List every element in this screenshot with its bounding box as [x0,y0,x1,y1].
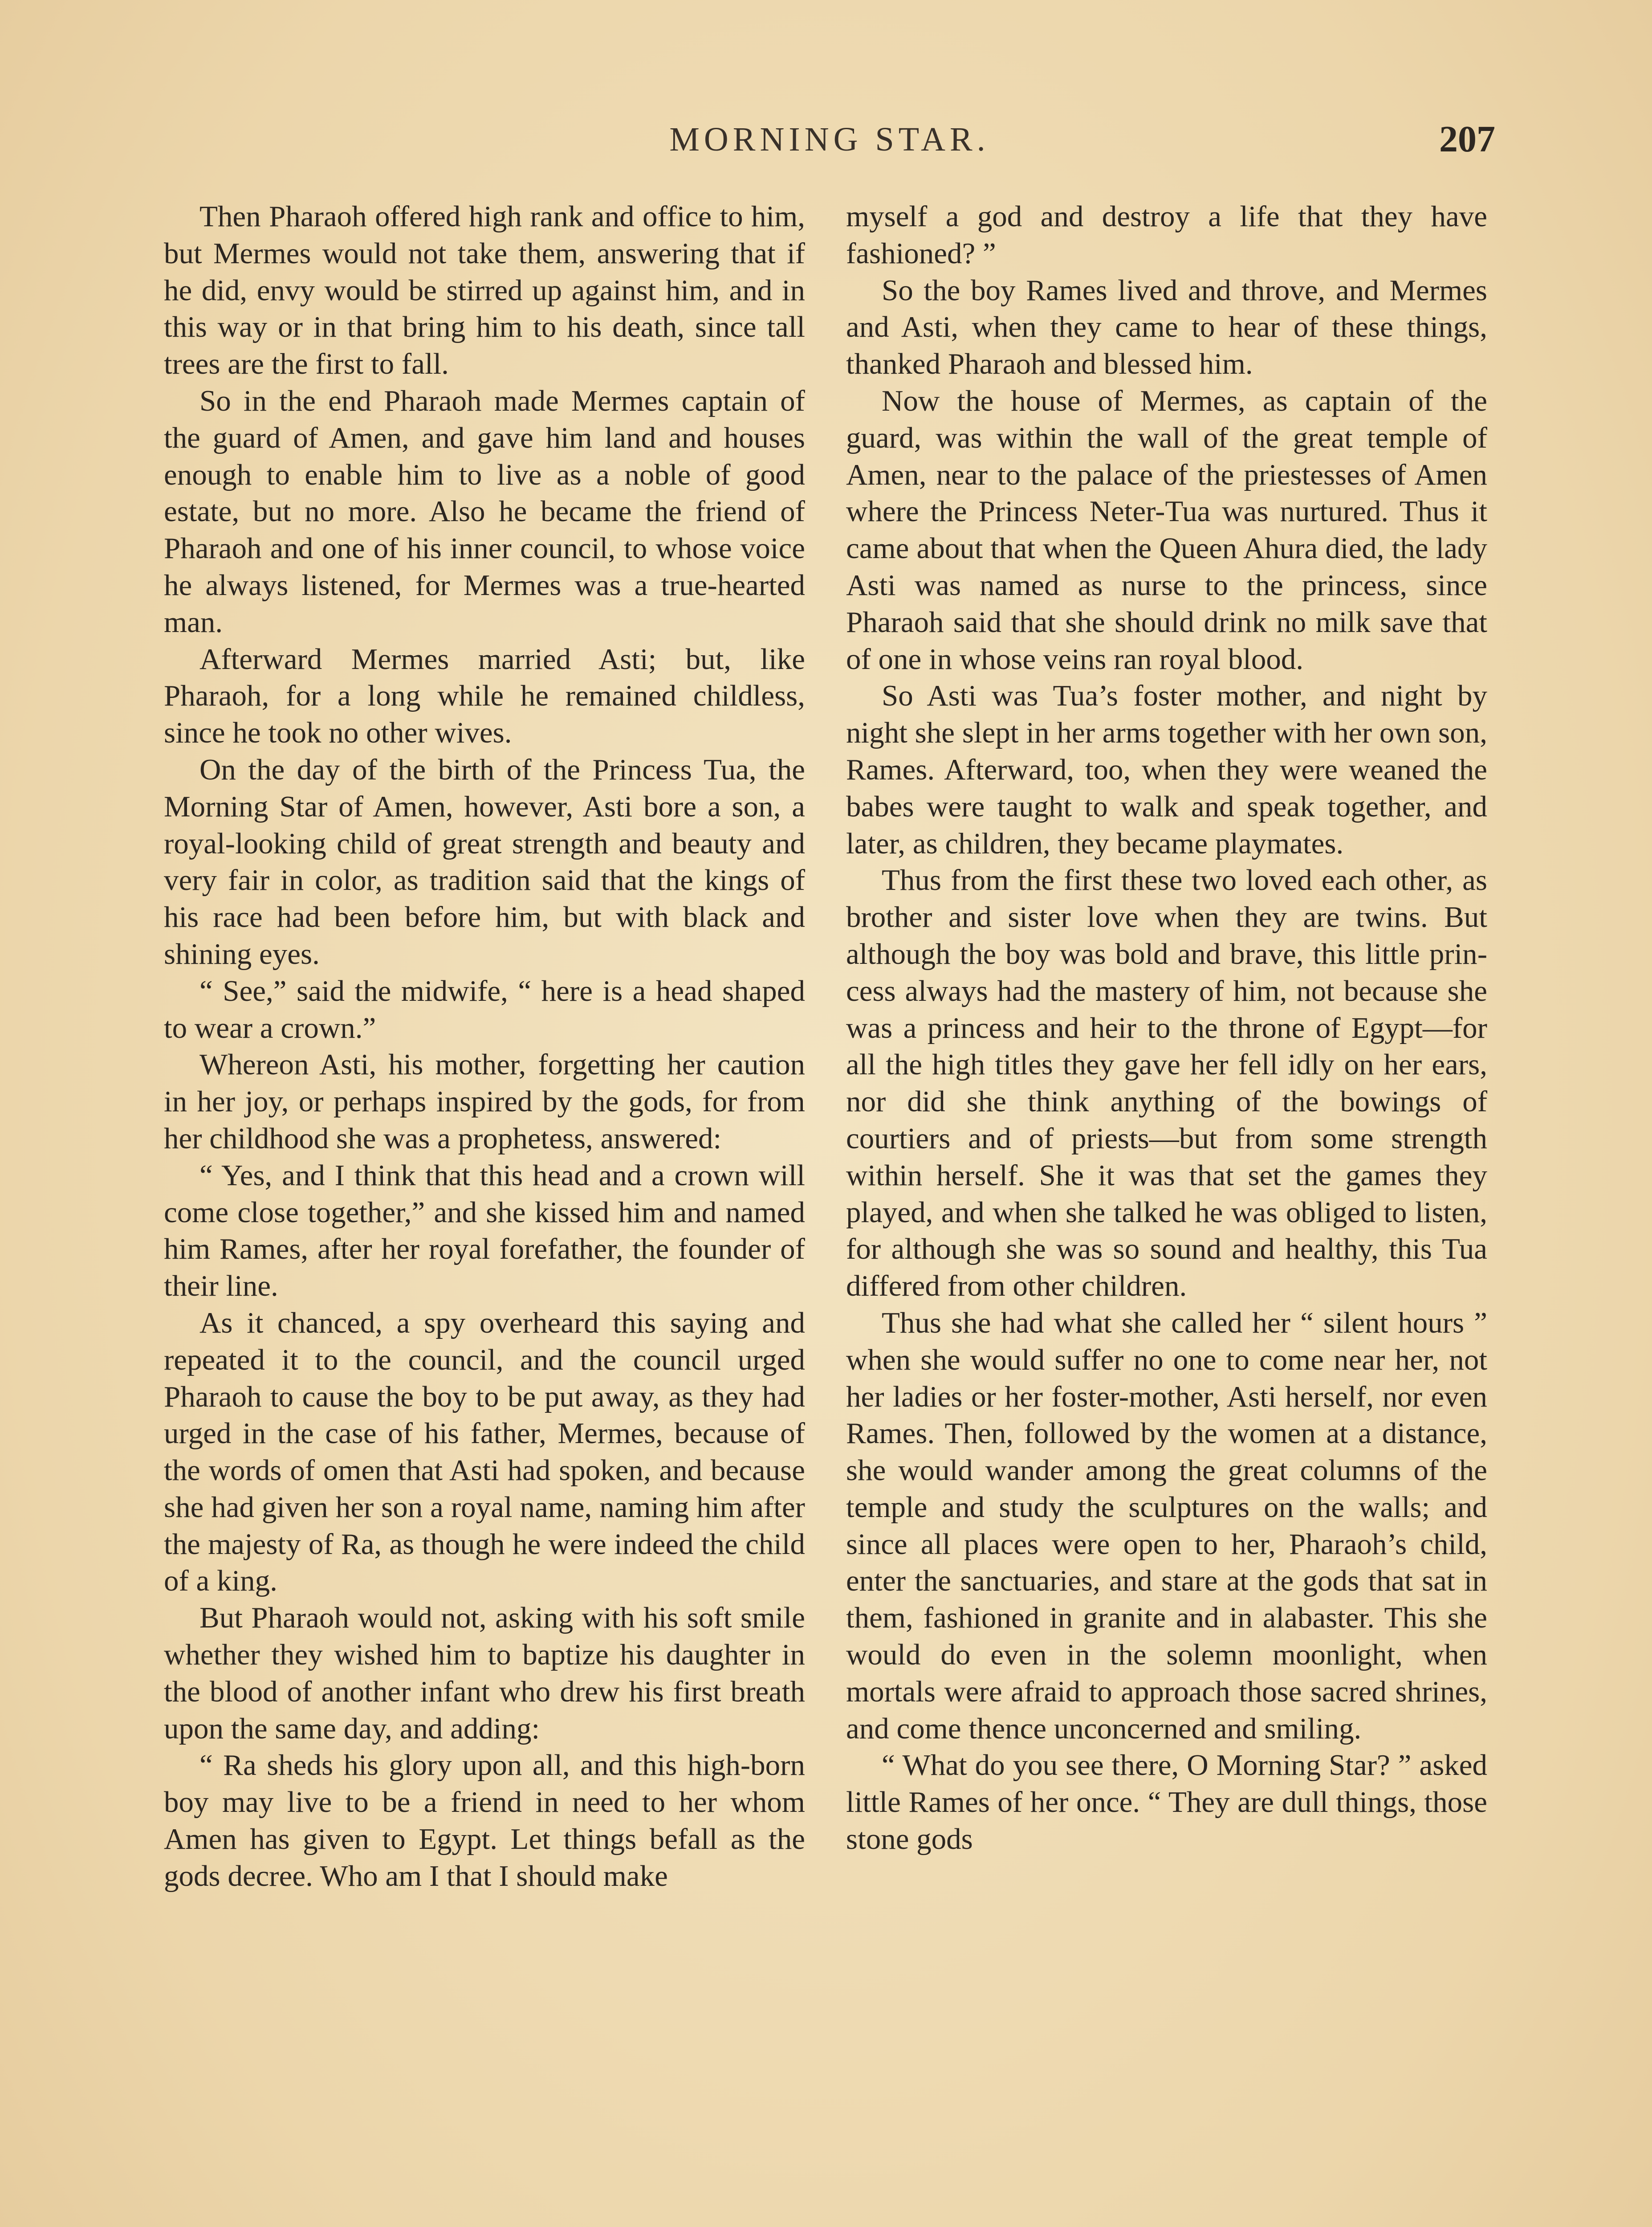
paragraph: “ Ra sheds his glory upon all, and this high-born boy may live to be a friend in need to her whom Amen has given to Egypt. Let things befall as the gods decree. Who am I that I should make [164,1749,805,1893]
paragraph: On the day of the birth of the Princess Tua, the Morning Star of Amen, however, Asti bore a son, a royal-looking child of great strength and beauty and very fair in color, as tradition said that the kings of his race had been before him, but with black and shining eyes. [164,753,805,971]
paragraph: As it chanced, a spy overheard this saying and repeated it to the council, and the council urged Pharaoh to cause the boy to be put away, as they had urged in the case of his father, Mermes, because of the words of omen that Asti had spoken, and because she had given her son a royal name, naming him after the majesty of Ra, as though he were indeed the child of a king. [164,1306,805,1598]
paragraph: So Asti was Tua’s foster mother, and night by night she slept in her arms together with her own son, Rames. Afterward, too, when they were weaned the babes were taught to walk and speak together, and later, as children, they became playmates. [846,679,1487,860]
text-column-right [846,198,1487,1858]
page-header [164,115,1495,164]
paragraph: “ See,” said the midwife, “ here is a head shaped to wear a crown.” [164,974,805,1044]
paragraph: Now the house of Mermes, as captain of the guard, was within the wall of the great temple of Amen, near to the palace of the priestesses of Amen where the Princess Neter-Tua was nurtured. Thus it came about that when the Queen Ahura died, the lady Asti was named as nurse to the princess, since Pharaoh said that she should drink no milk save that of one in whose veins ran royal blood. [846,384,1487,676]
page-number: 207 [1439,118,1495,160]
paragraph: Afterward Mermes married Asti; but, like Pharaoh, for a long while he remained childless, since he took no other wives. [164,642,805,750]
running-title: MORNING STAR. [669,121,990,158]
paragraph: So in the end Pharaoh made Mermes captain of the guard of Amen, and gave him land and houses enough to enable him to live as a noble of good estate, but no more. Also he became the friend of Pharaoh and one of his inner council, to whose voice he always listened, for Mermes was a true-hearted man. [164,384,805,639]
paragraph: So the boy Rames lived and throve, and Mermes and Asti, when they came to hear of these things, thanked Pharaoh and blessed him. [846,273,1487,381]
paragraph: Thus from the first these two loved each other, as brother and sister love when they are twins. But although the boy was bold and brave, this little princess always had the mastery of him, not because she was a princess and heir to the throne of Egypt—for all the high titles they gave her fell idly on her ears, nor did she think anything of the bowings of courtiers and of priests—but from some strength within herself. She it was that set the games they played, and when she talked he was obliged to listen, for although she was so sound and healthy, this Tua differed from other children. [846,864,1487,1303]
paragraph: “ What do you see there, O Morning Star? ” asked little Rames of her once. “ They are dull things, those stone gods [846,1749,1487,1856]
paragraph: “ Yes, and I think that this head and a crown will come close together,” and she kissed him and named him Rames, after her royal forefather, the founder of their line. [164,1158,805,1303]
paragraph: Then Pharaoh offered high rank and office to him, but Mermes would not take them, answering that if he did, envy would be stirred up against him, and in this way or in that bring him to his death, since tall trees are the first to fall. [164,200,805,381]
paragraph-continued: myself a god and destroy a life that they have fashioned? ” [846,200,1487,270]
paragraph: Whereon Asti, his mother, forgetting her caution in her joy, or perhaps inspired by the gods, for from her childhood she was a prophetess, answered: [164,1048,805,1155]
paragraph: But Pharaoh would not, asking with his soft smile whether they wished him to baptize his daughter in the blood of another infant who drew his first breath upon the same day, and adding: [164,1601,805,1745]
paragraph: Thus she had what she called her “ silent hours ” when she would suffer no one to come near her, not her ladies or her foster-mother, Asti herself, nor even Rames. Then, followed by the women at a distance, she would wander among the great columns of the temple and study the sculptures on the walls; and since all places were open to her, Pharaoh’s child, enter the sanctuaries, and stare at the gods that sat in them, fashioned in granite and in alabaster. This she would do even in the solemn moonlight, when mortals were afraid to approach those sacred shrines, and come thence unconcerned and smiling. [846,1306,1487,1745]
text-column-left [164,198,805,1895]
